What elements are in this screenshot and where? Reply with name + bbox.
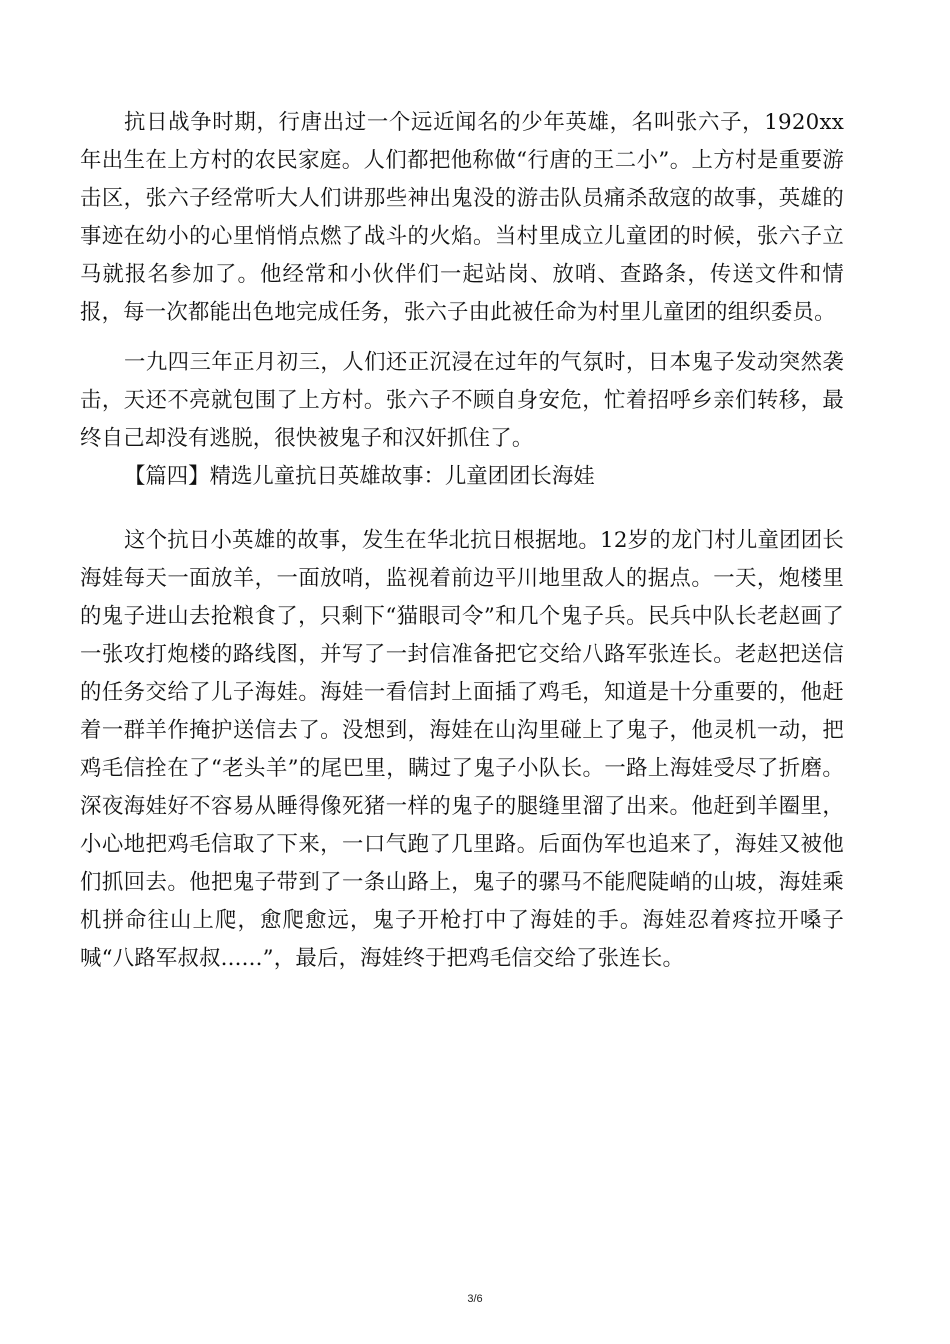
story-paragraph-haiwa: 这个抗日小英雄的故事，发生在华北抗日根据地。12岁的龙门村儿童团团长海娃每天一面放羊，一面放哨，监视着前边平川地里敌人的据点。一天，炮楼里的鬼子进山去抢粮食了，只剩下“猫眼司令”和几个鬼子兵。民兵中队长老赵画了一张攻打炮楼的路线图，并写了一封信准备把它交给八路军张连长。老赵把送信的任务交给了儿子海娃。海娃一看信封上面插了鸡毛，知道是十分重要的，他赶着一群羊作掩护送信去了。没想到，海娃在山沟里碰上了鬼子，他灵机一动，把鸡毛信拴在了“老头羊”的尾巴里，瞒过了鬼子小队长。一路上海娃受尽了折磨。深夜海娃好不容易从睡得像死猪一样的鬼子的腿缝里溜了出来。他赶到羊圈里，小心地把鸡毛信取了下来，一口气跑了几里路。后面伪军也追来了，海娃又被他们抓回去。他把鬼子带到了一条山路上，鬼子的骡马不能爬陡峭的山坡，海娃乘机拼命往山上爬，愈爬愈远，鬼子开枪打中了海娃的手。海娃忍着疼拉开嗓子喊“八路军叔叔......”，最后，海娃终于把鸡毛信交给了张连长。 [80, 528, 844, 971]
document-body [80, 104, 844, 978]
section-heading: 【篇四】精选儿童抗日英雄故事：儿童团团长海娃 [124, 464, 595, 489]
page-number: 3/6 [467, 1293, 483, 1305]
story-paragraph-zhang-liuzi: 抗日战争时期，行唐出过一个远近闻名的少年英雄，名叫张六子，1920xx年出生在上方村的农民家庭。人们都把他称做“行唐的王二小”。上方村是重要游击区，张六子经常听大人们讲那些神出鬼没的游击队员痛杀敌寇的故事，英雄的事迹在幼小的心里悄悄点燃了战斗的火焰。当村里成立儿童团的时候，张六子立马就报名参加了。他经常和小伙伴们一起站岗、放哨、查路条，传送文件和情报，每一次都能出色地完成任务，张六子由此被任命为村里儿童团的组织委员。 [80, 110, 844, 325]
story-paragraph-ambush: 一九四三年正月初三，人们还正沉浸在过年的气氛时，日本鬼子发动突然袭击，天还不亮就包围了上方村。张六子不顾自身安危，忙着招呼乡亲们转移，最终自己却没有逃脱，很快被鬼子和汉奸抓住了。 [80, 350, 844, 451]
